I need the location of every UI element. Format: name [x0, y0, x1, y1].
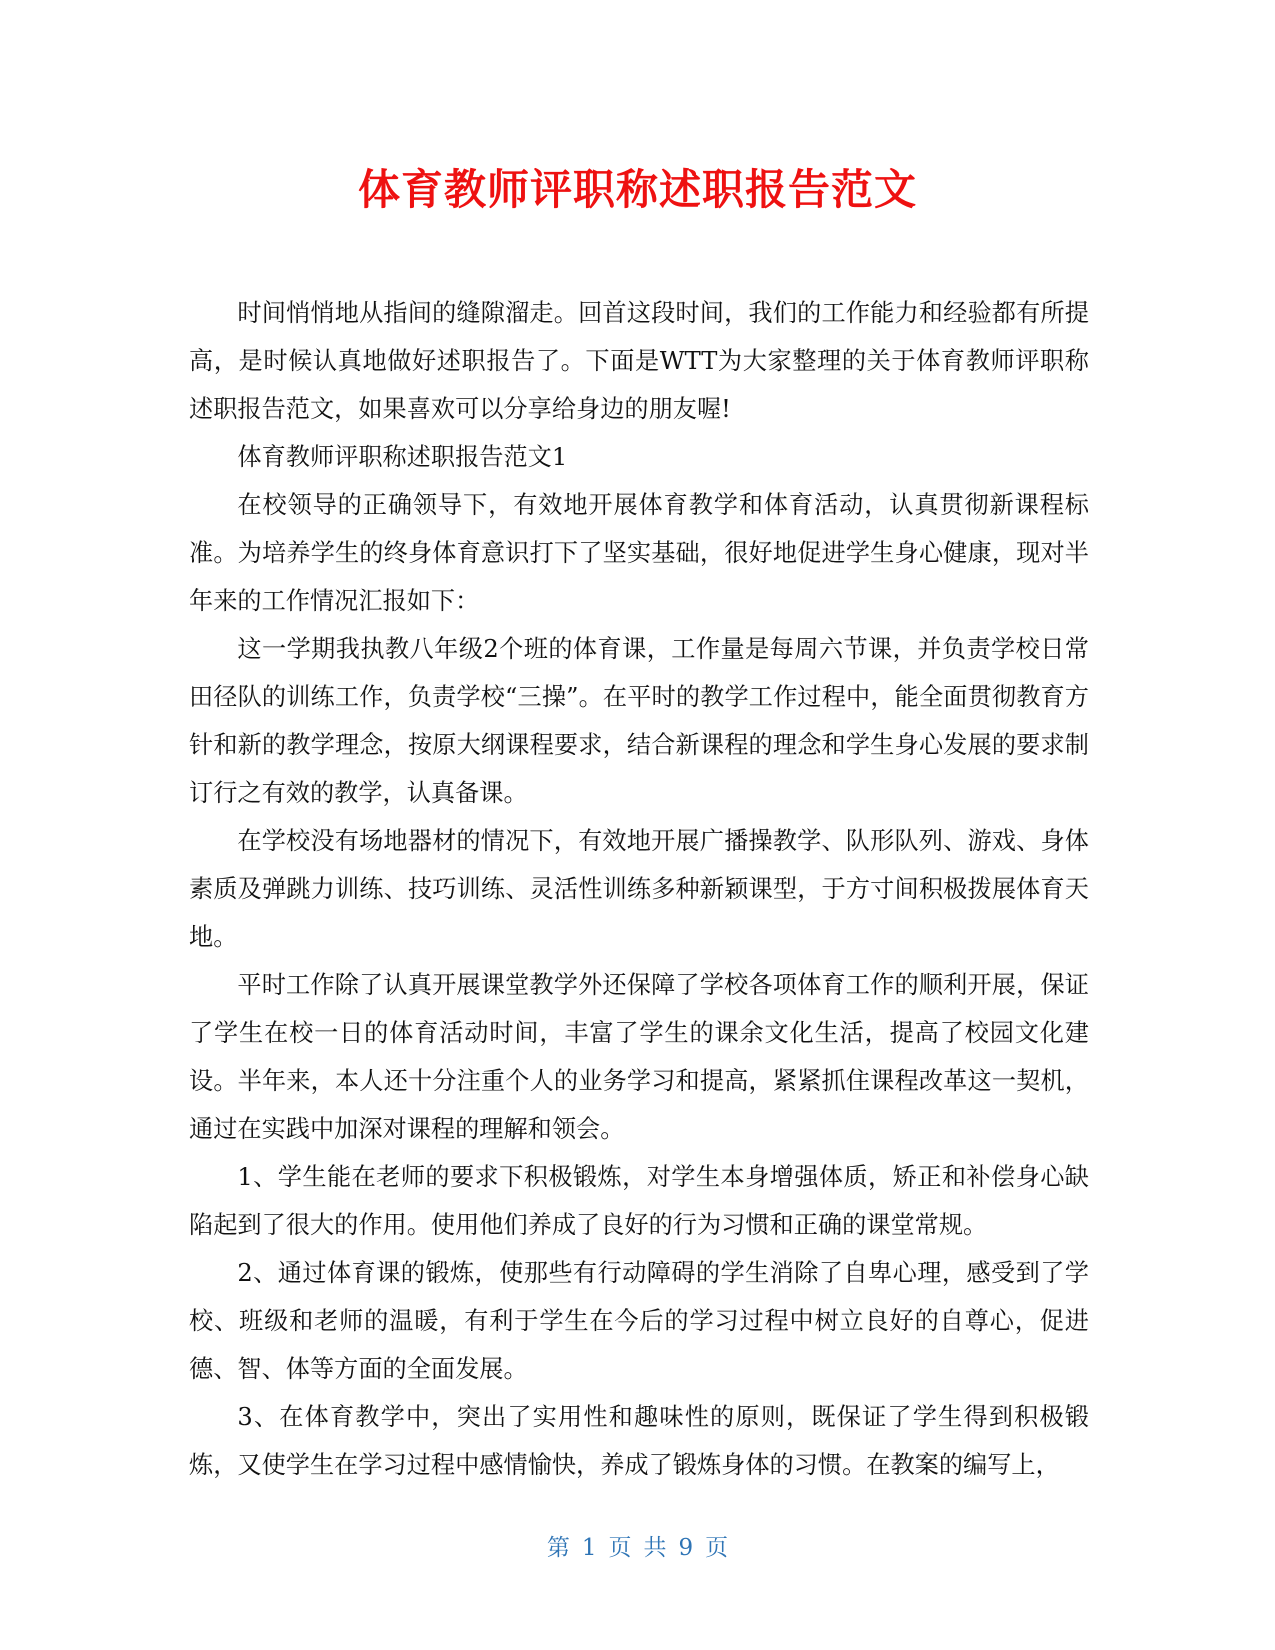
footer-total-pages: 9 — [678, 1535, 694, 1561]
footer-page-word: 页 — [608, 1535, 632, 1561]
body-paragraph: 在校领导的正确领导下，有效地开展体育教学和体育活动，认真贯彻新课程标准。为培养学生的终身体育意识打下了坚实基础，很好地促进学生身心健康，现对半年来的工作情况汇报如下： — [189, 491, 1089, 615]
footer-suffix: 页 — [705, 1535, 729, 1561]
body-paragraph: 平时工作除了认真开展课堂教学外还保障了学校各项体育工作的顺利开展，保证了学生在校一日的体育活动时间，丰富了学生的课余文化生活，提高了校园文化建设。半年来，本人还十分注重个人的业务学习和提高，紧紧抓住课程改革这一契机，通过在实践中加深对课程的理解和领会。 — [189, 971, 1089, 1143]
page-footer — [0, 1532, 1275, 1564]
document-body — [189, 289, 1089, 1489]
footer-current-page: 1 — [581, 1535, 597, 1561]
numbered-paragraph: 3、在体育教学中，突出了实用性和趣味性的原则，既保证了学生得到积极锻炼，又使学生在学习过程中感情愉快，养成了锻炼身体的习惯。在教案的编写上， — [189, 1403, 1089, 1479]
numbered-paragraph: 1、学生能在老师的要求下积极锻炼，对学生本身增强体质，矫正和补偿身心缺陷起到了很大的作用。使用他们养成了良好的行为习惯和正确的课堂常规。 — [189, 1163, 1089, 1239]
intro-paragraph: 时间悄悄地从指间的缝隙溜走。回首这段时间，我们的工作能力和经验都有所提高，是时候认真地做好述职报告了。下面是WTT为大家整理的关于体育教师评职称述职报告范文，如果喜欢可以分享给身边的朋友喔! — [189, 299, 1089, 423]
numbered-paragraph: 2、通过体育课的锻炼，使那些有行动障碍的学生消除了自卑心理，感受到了学校、班级和老师的温暖，有利于学生在今后的学习过程中树立良好的自尊心，促进德、智、体等方面的全面发展。 — [189, 1259, 1089, 1383]
document-title: 体育教师评职称述职报告范文 — [357, 165, 917, 214]
footer-total-word: 共 — [643, 1535, 667, 1561]
footer-prefix: 第 — [546, 1535, 570, 1561]
section-heading: 体育教师评职称述职报告范文1 — [237, 443, 568, 471]
body-paragraph: 在学校没有场地器材的情况下，有效地开展广播操教学、队形队列、游戏、身体素质及弹跳力训练、技巧训练、灵活性训练多种新颖课型，于方寸间积极拨展体育天地。 — [189, 827, 1089, 951]
body-paragraph: 这一学期我执教八年级2个班的体育课，工作量是每周六节课，并负责学校日常田径队的训练工作，负责学校“三操”。在平时的教学工作过程中，能全面贯彻教育方针和新的教学理念，按原大纲课程要求，结合新课程的理念和学生身心发展的要求制订行之有效的教学，认真备课。 — [189, 635, 1089, 807]
